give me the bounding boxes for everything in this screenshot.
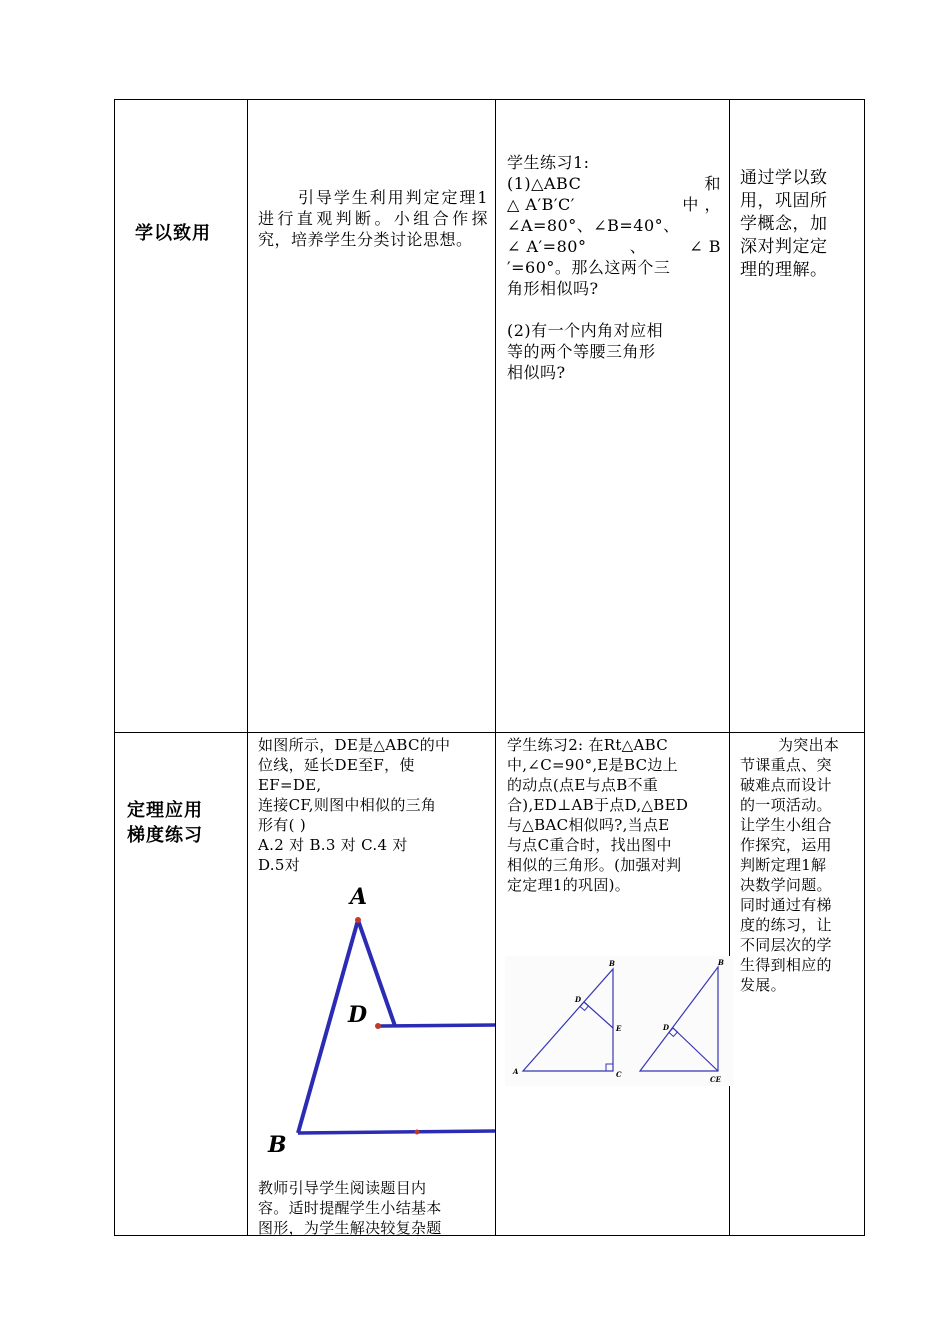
problem-line: 位线，延长DE至F，使 bbox=[258, 756, 415, 774]
purpose2-line: 为突出本 bbox=[778, 736, 840, 754]
purpose2-line: 不同层次的学 bbox=[740, 936, 832, 954]
point-d bbox=[375, 1023, 381, 1029]
purpose2-line: 节课重点、突 bbox=[740, 756, 832, 774]
exercise-q2-line: (2)有一个内角对应相 bbox=[507, 321, 664, 340]
purpose2-line: 度的练习，让 bbox=[740, 916, 832, 934]
row1-exercise bbox=[507, 152, 721, 383]
purpose2-line: 决数学问题。 bbox=[740, 876, 832, 894]
row2-purpose bbox=[740, 735, 858, 995]
label-b-1: B bbox=[609, 959, 615, 968]
purpose-line: 用，巩固所 bbox=[740, 191, 828, 211]
segment-bc bbox=[298, 1131, 495, 1133]
problem-line: D.5对 bbox=[258, 856, 301, 874]
purpose2-line: 生得到相应的 bbox=[740, 956, 832, 974]
row-divider bbox=[115, 732, 864, 733]
point-a bbox=[355, 917, 361, 923]
row2-problem bbox=[258, 735, 488, 875]
label-d: D bbox=[348, 1002, 368, 1028]
teacher-line: 教师引导学生阅读题目内 bbox=[258, 1179, 427, 1197]
label-d-1: D bbox=[575, 995, 582, 1004]
exercise2-line: 学生练习2: 在Rt△ABC bbox=[507, 736, 669, 754]
exercise2-line: 定定理1的巩固)。 bbox=[507, 876, 631, 894]
row2-label bbox=[127, 798, 203, 848]
point-mid bbox=[415, 1130, 420, 1135]
label-ce-2: CE bbox=[710, 1075, 721, 1084]
purpose2-line: 破难点而设计 bbox=[740, 776, 832, 794]
purpose2-line: 同时通过有梯 bbox=[740, 896, 832, 914]
purpose2-line: 让学生小组合 bbox=[740, 816, 832, 834]
exercise-q1-line: (1)△ABC 和 bbox=[507, 174, 721, 193]
teacher-line: 图形，为学生解决较复杂题 bbox=[258, 1219, 442, 1237]
exercise-q1-line: ∠ A′=80° 、 ∠ B bbox=[507, 237, 721, 256]
triangle-figure-large bbox=[260, 880, 495, 1160]
exercise-q1-line: ∠A=80°、∠B=40°、 bbox=[507, 216, 680, 235]
purpose2-line: 作探究，运用 bbox=[740, 836, 832, 854]
exercise-q2-line: 相似吗? bbox=[507, 363, 566, 382]
label-e-1: E bbox=[616, 1024, 622, 1033]
purpose-line: 通过学以致 bbox=[740, 168, 828, 188]
right-triangle-figures bbox=[505, 956, 733, 1086]
label-b-2: B bbox=[718, 958, 724, 967]
problem-line: 连接CF,则图中相似的三角 bbox=[258, 796, 437, 814]
purpose2-line: 判断定理1解 bbox=[740, 856, 827, 874]
exercise2-line: 的动点(点E与点B不重 bbox=[507, 776, 659, 794]
problem-line: A.2 对 B.3 对 C.4 对 bbox=[258, 836, 408, 854]
exercise-q1-line: △ A′B′C′ 中 ， bbox=[507, 195, 721, 214]
exercise2-line: 相似的三角形。(加强对判 bbox=[507, 856, 682, 874]
row2-label-line: 定理应用 bbox=[127, 800, 203, 821]
lesson-table bbox=[114, 99, 865, 1236]
row2-exercise bbox=[507, 735, 721, 895]
row1-purpose bbox=[740, 167, 858, 282]
exercise-q1-line: ′=60°。那么这两个三 bbox=[507, 258, 671, 277]
label-c-1: C bbox=[616, 1070, 622, 1079]
column-divider bbox=[495, 100, 496, 1235]
exercise-title: 学生练习1: bbox=[507, 153, 590, 172]
column-divider bbox=[247, 100, 248, 1235]
row1-guide-text: 引导学生利用判定定理1进行直观判断。小组合作探究，培养学生分类讨论思想。 bbox=[258, 188, 488, 249]
teacher-line: 容。适时提醒学生小结基本 bbox=[258, 1199, 442, 1217]
problem-line: EF=DE, bbox=[258, 776, 322, 794]
row2-teacher-note bbox=[258, 1178, 488, 1238]
purpose-line: 学概念，加 bbox=[740, 214, 828, 234]
label-a: A bbox=[350, 884, 368, 910]
purpose-line: 深对判定定 bbox=[740, 237, 828, 257]
purpose2-line: 的一项活动。 bbox=[740, 796, 832, 814]
label-a-1: A bbox=[513, 1067, 519, 1076]
problem-line: 如图所示，DE是△ABC的中 bbox=[258, 736, 451, 754]
row1-label: 学以致用 bbox=[135, 223, 211, 244]
exercise2-line: 与△BAC相似吗?,当点E bbox=[507, 816, 670, 834]
label-b: B bbox=[268, 1132, 287, 1158]
segment-de bbox=[378, 1025, 495, 1026]
exercise-q2-line: 等的两个等腰三角形 bbox=[507, 342, 656, 361]
exercise-q1-line: 角形相似吗? bbox=[507, 279, 599, 298]
purpose2-line: 发展。 bbox=[740, 976, 786, 994]
exercise2-line: 与点C重合时，找出图中 bbox=[507, 836, 672, 854]
exercise2-line: 中,∠C=90°,E是BC边上 bbox=[507, 756, 678, 774]
label-d-2: D bbox=[663, 1023, 670, 1032]
purpose-line: 理的理解。 bbox=[740, 260, 828, 280]
problem-line: 形有( ) bbox=[258, 816, 306, 834]
row2-label-line: 梯度练习 bbox=[127, 825, 203, 846]
exercise2-line: 合),ED⊥AB于点D,△BED bbox=[507, 796, 689, 814]
